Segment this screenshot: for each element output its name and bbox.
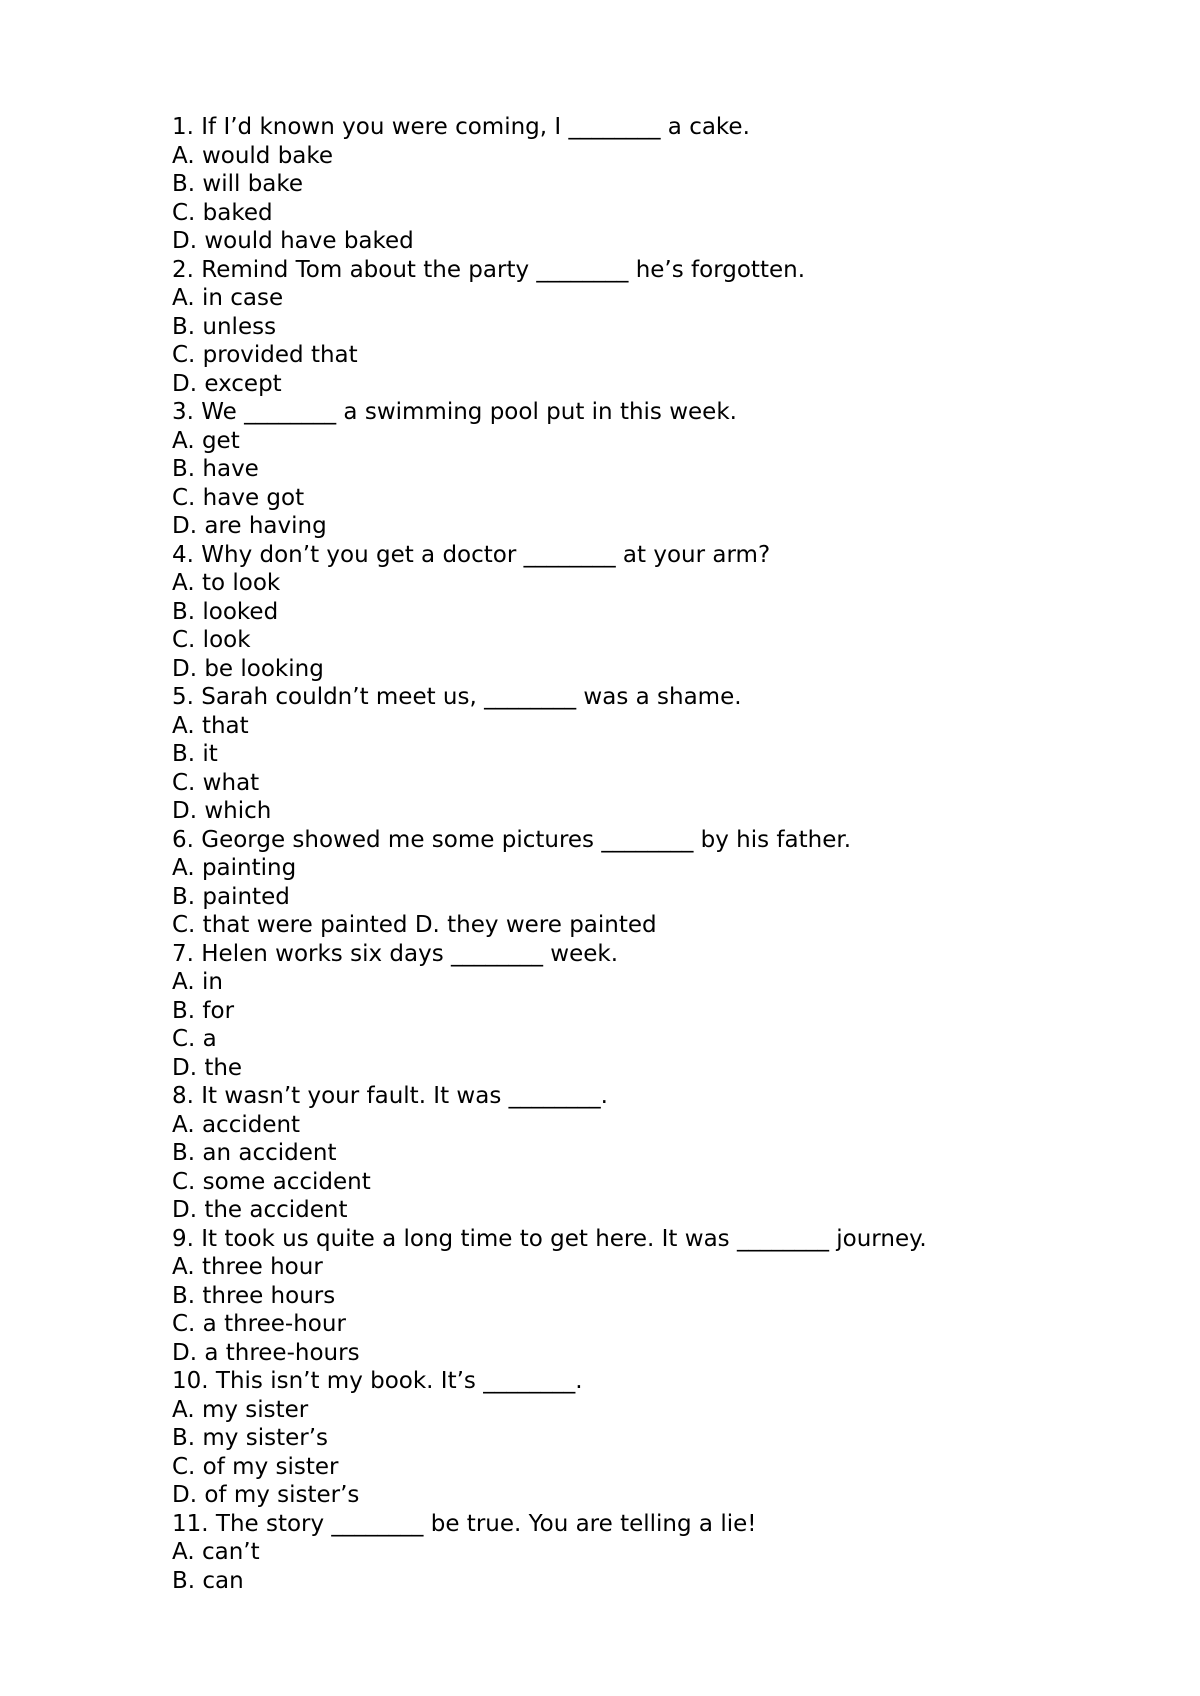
answer-option: A. accident	[172, 1111, 301, 1138]
question-block	[172, 256, 1072, 399]
question-text: Remind Tom about the party ________ he’s forgotten.	[201, 256, 806, 283]
answer-option: B. can	[172, 1567, 244, 1594]
answer-option: C. of my sister	[172, 1453, 339, 1480]
answer-option: A. to look	[172, 570, 281, 596]
answer-option: A. three hour	[172, 1254, 323, 1280]
answer-option: D. would have baked	[172, 228, 414, 254]
question-number: 6.	[172, 826, 194, 853]
question-block	[172, 940, 1072, 1083]
question-stem	[172, 940, 1072, 969]
question-stem	[172, 398, 1072, 427]
question-stem	[172, 1082, 1072, 1111]
answer-option: D. which	[172, 798, 272, 824]
question-number: 10.	[172, 1368, 209, 1394]
answer-option: D. a three-hours	[172, 1339, 360, 1366]
answer-option: A. that	[172, 712, 249, 739]
question-number: 7.	[172, 940, 194, 967]
answer-option: C. baked	[172, 199, 273, 226]
question-number: 8.	[172, 1083, 194, 1109]
question-stem	[172, 113, 1072, 142]
answer-option: B. for	[172, 997, 235, 1024]
answer-option: C. that were painted D. they were painted	[172, 912, 657, 938]
question-stem	[172, 1367, 1072, 1396]
answer-option: A. in	[172, 969, 223, 995]
answer-option: B. my sister’s	[172, 1425, 329, 1451]
answer-option: B. looked	[172, 598, 279, 625]
question-number: 3.	[172, 399, 194, 425]
answer-option: C. some accident	[172, 1168, 371, 1195]
question-text: Sarah couldn’t meet us, ________ was a shame.	[201, 684, 742, 710]
question-block	[172, 1082, 1072, 1225]
question-block	[172, 826, 1072, 940]
answer-option: D. except	[172, 370, 282, 397]
question-number: 9.	[172, 1225, 194, 1252]
answer-option: C. look	[172, 627, 251, 653]
answer-option: B. have	[172, 456, 259, 482]
answer-option: D. be looking	[172, 655, 324, 682]
answer-option: D. of my sister’s	[172, 1482, 360, 1508]
answer-option: B. painted	[172, 883, 290, 910]
question-number: 11.	[172, 1510, 209, 1537]
question-block	[172, 113, 1072, 256]
answer-option: A. can’t	[172, 1539, 260, 1565]
question-text: This isn’t my book. It’s ________.	[215, 1368, 583, 1394]
answer-option: A. would bake	[172, 142, 334, 169]
answer-option: C. have got	[172, 484, 305, 511]
question-stem	[172, 826, 1072, 855]
question-stem	[172, 1225, 1072, 1254]
question-stem	[172, 683, 1072, 712]
answer-option: A. in case	[172, 285, 284, 311]
answer-option: B. unless	[172, 313, 277, 340]
answer-option: C. a	[172, 1026, 217, 1052]
question-stem	[172, 1510, 1072, 1539]
question-block	[172, 1225, 1072, 1368]
question-number: 5.	[172, 684, 194, 710]
answer-option: C. provided that	[172, 342, 358, 368]
answer-option: A. my sister	[172, 1396, 309, 1423]
answer-option: C. what	[172, 769, 260, 796]
answer-option: A. get	[172, 427, 240, 454]
question-block	[172, 683, 1072, 826]
quiz-content	[172, 113, 1072, 1595]
answer-option: B. three hours	[172, 1282, 336, 1309]
answer-option: A. painting	[172, 855, 297, 881]
question-number: 4.	[172, 541, 194, 568]
question-text: Helen works six days ________ week.	[201, 940, 619, 967]
answer-option: B. it	[172, 741, 218, 767]
question-text: George showed me some pictures ________ by his father.	[201, 826, 852, 853]
answer-option: D. the accident	[172, 1197, 348, 1223]
question-block	[172, 398, 1072, 541]
question-block	[172, 1367, 1072, 1510]
question-number: 1.	[172, 114, 194, 140]
question-stem	[172, 256, 1072, 285]
question-text: The story ________ be true. You are telling a lie!	[215, 1510, 757, 1537]
answer-option: B. will bake	[172, 171, 304, 197]
question-block	[172, 1510, 1072, 1596]
answer-option: D. are having	[172, 513, 327, 539]
question-text: Why don’t you get a doctor ________ at your arm?	[201, 541, 771, 568]
answer-option: D. the	[172, 1054, 243, 1081]
question-number: 2.	[172, 256, 194, 283]
question-block	[172, 541, 1072, 684]
answer-option: B. an accident	[172, 1140, 337, 1166]
question-text: It took us quite a long time to get here. It was ________ journey.	[201, 1225, 927, 1252]
question-text: We ________ a swimming pool put in this week.	[201, 399, 737, 425]
question-stem	[172, 541, 1072, 570]
question-text: It wasn’t your fault. It was ________.	[201, 1083, 608, 1109]
question-text: If I’d known you were coming, I ________ a cake.	[201, 114, 750, 140]
answer-option: C. a three-hour	[172, 1311, 346, 1337]
